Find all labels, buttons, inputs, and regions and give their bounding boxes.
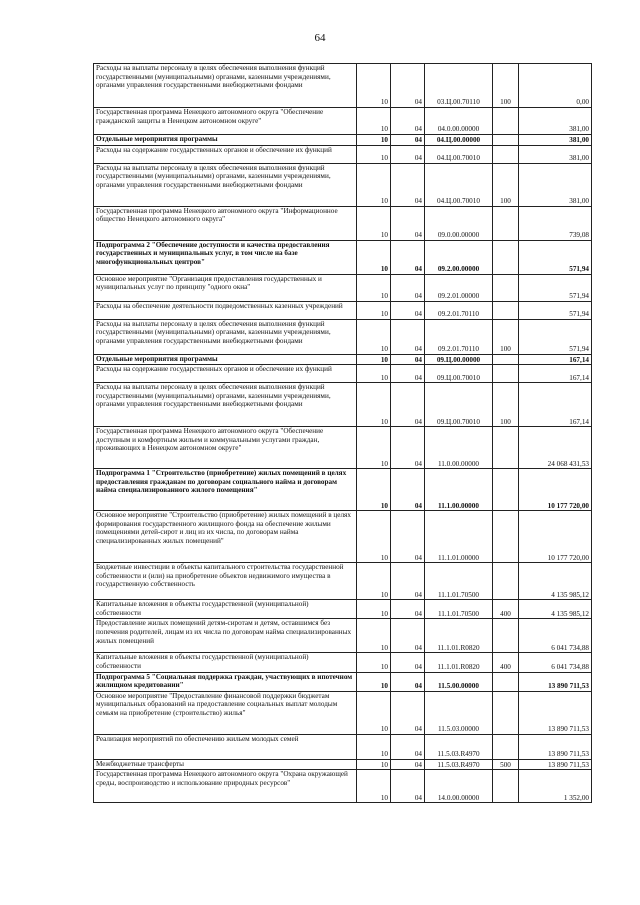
row-subsection: 04 bbox=[391, 759, 425, 770]
table-row bbox=[94, 619, 592, 653]
row-amount: 381,00 bbox=[519, 135, 592, 146]
row-amount: 10 177 720,00 bbox=[519, 511, 592, 563]
row-section: 10 bbox=[357, 511, 391, 563]
row-target-article: 09.Ц.00.00000 bbox=[425, 354, 493, 365]
row-amount: 381,00 bbox=[519, 163, 592, 206]
row-name: Расходы на выплаты персоналу в целях обеспечения выполнения функций государственными (муниципальными) органами, казенными учреждениями, органами управления государственными внебюджетными фондами bbox=[94, 319, 357, 354]
row-expense-type bbox=[493, 672, 519, 691]
row-section: 10 bbox=[357, 145, 391, 163]
table-row bbox=[94, 734, 592, 759]
row-expense-type bbox=[493, 354, 519, 365]
row-section: 10 bbox=[357, 672, 391, 691]
row-section: 10 bbox=[357, 600, 391, 619]
row-amount: 13 890 711,53 bbox=[519, 691, 592, 734]
row-section: 10 bbox=[357, 206, 391, 240]
row-subsection: 04 bbox=[391, 600, 425, 619]
row-subsection: 04 bbox=[391, 383, 425, 427]
row-expense-type: 100 bbox=[493, 163, 519, 206]
table-row bbox=[94, 691, 592, 734]
row-section: 10 bbox=[357, 64, 391, 108]
table-row bbox=[94, 770, 592, 803]
row-amount: 167,14 bbox=[519, 354, 592, 365]
row-expense-type: 100 bbox=[493, 64, 519, 108]
row-amount: 0,00 bbox=[519, 64, 592, 108]
budget-table-body bbox=[94, 64, 592, 803]
row-name: Расходы на выплаты персоналу в целях обеспечения выполнения функций государственными (муниципальными) органами, казенными учреждениями, органами управления государственными внебюджетными фондами bbox=[94, 64, 357, 108]
row-section: 10 bbox=[357, 274, 391, 301]
row-expense-type bbox=[493, 619, 519, 653]
row-subsection: 04 bbox=[391, 135, 425, 146]
row-amount: 24 068 431,53 bbox=[519, 427, 592, 469]
row-subsection: 04 bbox=[391, 145, 425, 163]
row-subsection: 04 bbox=[391, 108, 425, 135]
row-section: 10 bbox=[357, 240, 391, 274]
row-name: Отдельные мероприятия программы bbox=[94, 135, 357, 146]
row-expense-type bbox=[493, 365, 519, 383]
row-name: Расходы на обеспечение деятельности подведомственных казенных учреждений bbox=[94, 301, 357, 319]
row-target-article: 03.Ц.00.70110 bbox=[425, 64, 493, 108]
row-subsection: 04 bbox=[391, 619, 425, 653]
row-section: 10 bbox=[357, 163, 391, 206]
row-amount: 4 135 985,12 bbox=[519, 600, 592, 619]
row-expense-type bbox=[493, 206, 519, 240]
row-subsection: 04 bbox=[391, 64, 425, 108]
row-subsection: 04 bbox=[391, 691, 425, 734]
row-name: Расходы на содержание государственных органов и обеспечение их функций bbox=[94, 145, 357, 163]
row-name: Капитальные вложения в объекты государственной (муниципальной) собственности bbox=[94, 653, 357, 672]
row-target-article: 11.1.01.70500 bbox=[425, 600, 493, 619]
row-amount: 6 041 734,88 bbox=[519, 653, 592, 672]
row-target-article: 09.0.00.00000 bbox=[425, 206, 493, 240]
row-expense-type: 100 bbox=[493, 319, 519, 354]
table-row bbox=[94, 365, 592, 383]
row-amount: 381,00 bbox=[519, 145, 592, 163]
row-expense-type bbox=[493, 563, 519, 600]
row-name: Расходы на содержание государственных органов и обеспечение их функций bbox=[94, 365, 357, 383]
row-amount: 13 890 711,53 bbox=[519, 734, 592, 759]
row-section: 10 bbox=[357, 691, 391, 734]
table-row bbox=[94, 427, 592, 469]
row-expense-type bbox=[493, 301, 519, 319]
table-row bbox=[94, 301, 592, 319]
row-expense-type bbox=[493, 427, 519, 469]
row-section: 10 bbox=[357, 319, 391, 354]
row-amount: 13 890 711,53 bbox=[519, 759, 592, 770]
table-row bbox=[94, 469, 592, 511]
row-target-article: 11.1.01.70500 bbox=[425, 563, 493, 600]
row-name: Реализация мероприятий по обеспечению жильем молодых семей bbox=[94, 734, 357, 759]
row-subsection: 04 bbox=[391, 319, 425, 354]
row-expense-type bbox=[493, 145, 519, 163]
table-row bbox=[94, 206, 592, 240]
table-row bbox=[94, 108, 592, 135]
row-amount: 571,94 bbox=[519, 240, 592, 274]
row-target-article: 11.5.03.00000 bbox=[425, 691, 493, 734]
row-section: 10 bbox=[357, 770, 391, 803]
row-target-article: 11.1.01.R0820 bbox=[425, 619, 493, 653]
row-subsection: 04 bbox=[391, 240, 425, 274]
row-expense-type: 400 bbox=[493, 653, 519, 672]
row-name: Государственная программа Ненецкого автономного округа "Охрана окружающей среды, воспроизводство и использование природных ресурсов" bbox=[94, 770, 357, 803]
table-row bbox=[94, 600, 592, 619]
row-amount: 571,94 bbox=[519, 319, 592, 354]
table-row bbox=[94, 274, 592, 301]
table-row bbox=[94, 240, 592, 274]
row-target-article: 11.0.00.00000 bbox=[425, 427, 493, 469]
row-subsection: 04 bbox=[391, 301, 425, 319]
table-row bbox=[94, 319, 592, 354]
row-name: Предоставление жилых помещений детям-сиротам и детям, оставшимся без попечения родителей, лицам из их числа по договорам найма специализированных жилых помещений bbox=[94, 619, 357, 653]
row-section: 10 bbox=[357, 108, 391, 135]
table-row bbox=[94, 163, 592, 206]
row-subsection: 04 bbox=[391, 770, 425, 803]
table-row bbox=[94, 672, 592, 691]
row-expense-type bbox=[493, 240, 519, 274]
row-expense-type: 400 bbox=[493, 600, 519, 619]
row-section: 10 bbox=[357, 135, 391, 146]
row-target-article: 11.1.00.00000 bbox=[425, 469, 493, 511]
table-row bbox=[94, 563, 592, 600]
row-amount: 571,94 bbox=[519, 274, 592, 301]
row-target-article: 14.0.00.00000 bbox=[425, 770, 493, 803]
row-name: Отдельные мероприятия программы bbox=[94, 354, 357, 365]
row-target-article: 11.5.03.R4970 bbox=[425, 759, 493, 770]
row-expense-type bbox=[493, 691, 519, 734]
budget-table bbox=[93, 63, 592, 803]
row-name: Расходы на выплаты персоналу в целях обеспечения выполнения функций государственными (муниципальными) органами, казенными учреждениями, органами управления государственными внебюджетными фондами bbox=[94, 383, 357, 427]
row-expense-type bbox=[493, 135, 519, 146]
table-row bbox=[94, 653, 592, 672]
row-amount: 4 135 985,12 bbox=[519, 563, 592, 600]
row-expense-type bbox=[493, 469, 519, 511]
row-subsection: 04 bbox=[391, 163, 425, 206]
row-name: Расходы на выплаты персоналу в целях обеспечения выполнения функций государственными (муниципальными) органами, казенными учреждениями, органами управления государственными внебюджетными фондами bbox=[94, 163, 357, 206]
row-subsection: 04 bbox=[391, 734, 425, 759]
row-subsection: 04 bbox=[391, 469, 425, 511]
table-row bbox=[94, 383, 592, 427]
row-target-article: 09.2.00.00000 bbox=[425, 240, 493, 274]
row-name: Основное мероприятие "Организация предоставления государственных и муниципальных услуг по принципу "одного окна" bbox=[94, 274, 357, 301]
row-name: Основное мероприятие "Строительство (приобретение) жилых помещений в целях формирования государственного жилищного фонда на обеспечение жилыми помещениями детей-сирот и лиц из их числа, по договорам найма специализированных жилых помещений" bbox=[94, 511, 357, 563]
row-amount: 13 890 711,53 bbox=[519, 672, 592, 691]
row-amount: 10 177 720,00 bbox=[519, 469, 592, 511]
row-name: Подпрограмма 2 "Обеспечение доступности и качества предоставления государственных и муниципальных услуг, в том числе на базе многофункциональных центров" bbox=[94, 240, 357, 274]
row-expense-type: 500 bbox=[493, 759, 519, 770]
row-section: 10 bbox=[357, 734, 391, 759]
row-section: 10 bbox=[357, 759, 391, 770]
row-expense-type bbox=[493, 108, 519, 135]
row-subsection: 04 bbox=[391, 653, 425, 672]
row-section: 10 bbox=[357, 469, 391, 511]
row-target-article: 04.0.00.00000 bbox=[425, 108, 493, 135]
row-name: Основное мероприятие "Предоставление финансовой поддержки бюджетам муниципальных образований на предоставление социальных выплат молодым семьям на приобретение (строительство) жилья" bbox=[94, 691, 357, 734]
table-row bbox=[94, 511, 592, 563]
row-target-article: 09.Ц.00.70010 bbox=[425, 383, 493, 427]
row-name: Межбюджетные трансферты bbox=[94, 759, 357, 770]
row-name: Подпрограмма 1 "Строительство (приобретение) жилых помещений в целях предоставления гражданам по договорам социального найма и договорам найма специализированного жилого помещения" bbox=[94, 469, 357, 511]
row-expense-type: 100 bbox=[493, 383, 519, 427]
row-section: 10 bbox=[357, 427, 391, 469]
table-row bbox=[94, 64, 592, 108]
row-amount: 167,14 bbox=[519, 383, 592, 427]
row-target-article: 09.Ц.00.70010 bbox=[425, 365, 493, 383]
row-target-article: 09.2.01.70110 bbox=[425, 319, 493, 354]
row-subsection: 04 bbox=[391, 354, 425, 365]
row-target-article: 11.5.00.00000 bbox=[425, 672, 493, 691]
row-target-article: 04.Ц.00.00000 bbox=[425, 135, 493, 146]
row-subsection: 04 bbox=[391, 427, 425, 469]
page-number: 64 bbox=[314, 32, 326, 44]
table-row bbox=[94, 759, 592, 770]
row-name: Подпрограмма 5 "Социальная поддержка граждан, участвующих в ипотечном жилищном кредитовании" bbox=[94, 672, 357, 691]
row-name: Бюджетные инвестиции в объекты капитального строительства государственной собственности и (или) на приобретение объектов недвижимого имущества в государственную собственность bbox=[94, 563, 357, 600]
row-name: Государственная программа Ненецкого автономного округа "Информационное общество Ненецкого автономного округа" bbox=[94, 206, 357, 240]
row-section: 10 bbox=[357, 354, 391, 365]
row-amount: 1 352,00 bbox=[519, 770, 592, 803]
row-name: Государственная программа Ненецкого автономного округа "Обеспечение гражданской защиты в Ненецком автономном округе" bbox=[94, 108, 357, 135]
row-amount: 167,14 bbox=[519, 365, 592, 383]
row-expense-type bbox=[493, 770, 519, 803]
row-target-article: 11.1.01.R0820 bbox=[425, 653, 493, 672]
row-amount: 571,94 bbox=[519, 301, 592, 319]
table-row bbox=[94, 135, 592, 146]
table-row bbox=[94, 145, 592, 163]
row-expense-type bbox=[493, 511, 519, 563]
row-target-article: 09.2.01.70110 bbox=[425, 301, 493, 319]
row-name: Капитальные вложения в объекты государственной (муниципальной) собственности bbox=[94, 600, 357, 619]
row-target-article: 11.1.01.00000 bbox=[425, 511, 493, 563]
row-target-article: 09.2.01.00000 bbox=[425, 274, 493, 301]
row-section: 10 bbox=[357, 653, 391, 672]
row-target-article: 11.5.03.R4970 bbox=[425, 734, 493, 759]
row-expense-type bbox=[493, 274, 519, 301]
row-expense-type bbox=[493, 734, 519, 759]
row-section: 10 bbox=[357, 619, 391, 653]
row-amount: 739,08 bbox=[519, 206, 592, 240]
row-section: 10 bbox=[357, 563, 391, 600]
row-subsection: 04 bbox=[391, 511, 425, 563]
row-subsection: 04 bbox=[391, 206, 425, 240]
row-subsection: 04 bbox=[391, 365, 425, 383]
table-row bbox=[94, 354, 592, 365]
row-section: 10 bbox=[357, 383, 391, 427]
row-subsection: 04 bbox=[391, 563, 425, 600]
row-subsection: 04 bbox=[391, 672, 425, 691]
row-target-article: 04.Ц.00.70010 bbox=[425, 163, 493, 206]
row-name: Государственная программа Ненецкого автономного округа "Обеспечение доступным и комфортным жильем и коммунальными услугами граждан, проживающих в Ненецком автономном округе" bbox=[94, 427, 357, 469]
row-amount: 381,00 bbox=[519, 108, 592, 135]
row-amount: 6 041 734,88 bbox=[519, 619, 592, 653]
row-subsection: 04 bbox=[391, 274, 425, 301]
row-section: 10 bbox=[357, 301, 391, 319]
row-section: 10 bbox=[357, 365, 391, 383]
row-target-article: 04.Ц.00.70010 bbox=[425, 145, 493, 163]
